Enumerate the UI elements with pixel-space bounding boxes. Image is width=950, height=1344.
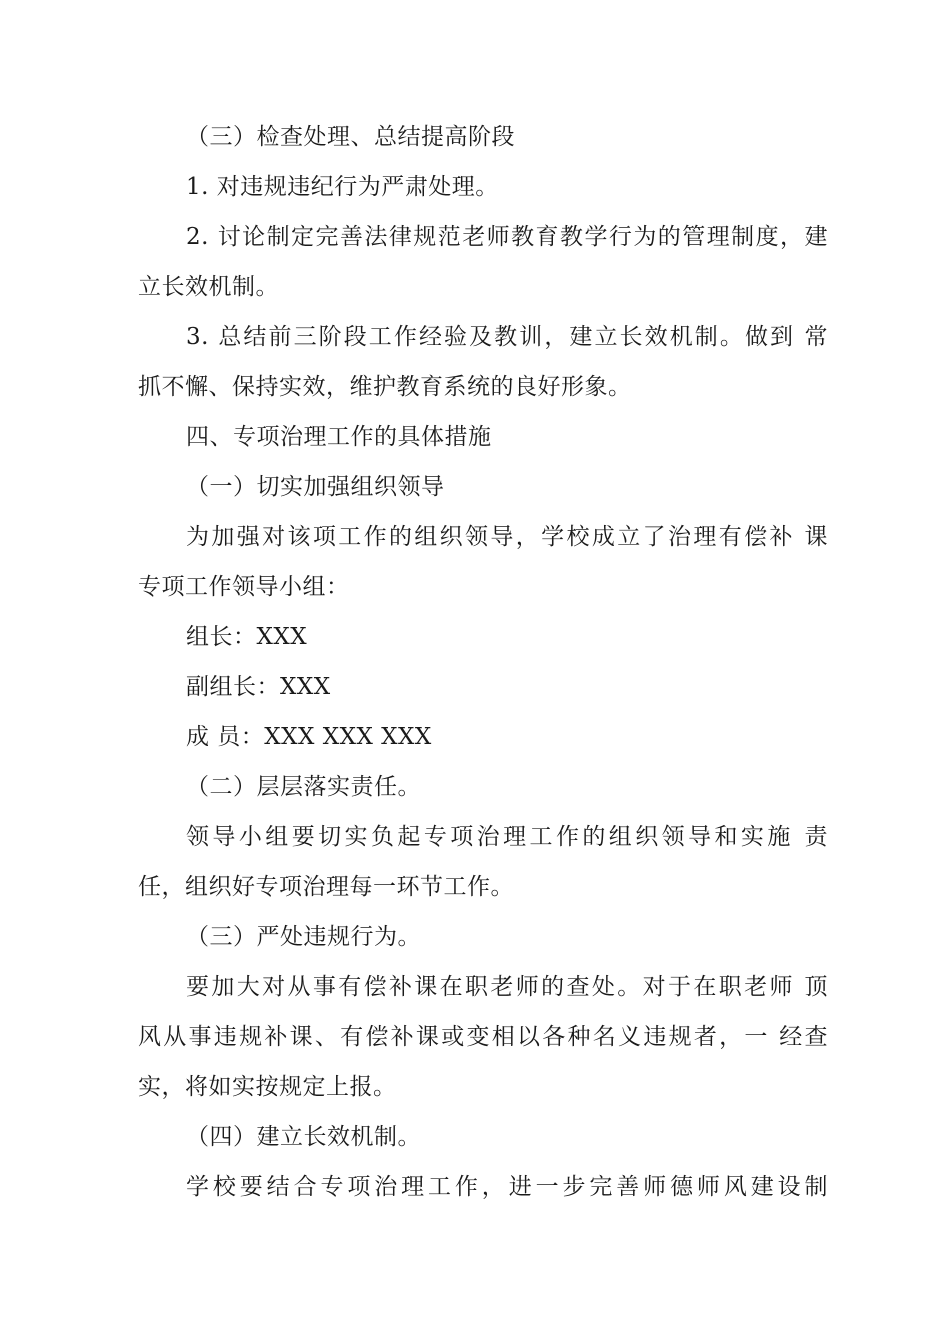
text-line: 2. 讨论制定完善法律规范老师教育教学行为的管理制度，建 (186, 224, 828, 250)
text-line: （四）建立长效机制。 (186, 1124, 421, 1150)
text-line: 3. 总结前三阶段工作经验及教训，建立长效机制。做到 常 (186, 324, 828, 350)
text-line: 任，组织好专项治理每一环节工作。 (138, 874, 514, 900)
document-page (138, 112, 828, 1212)
text-line: 组长：XXX (186, 624, 308, 650)
text-line: 成 员：XXX XXX XXX (186, 724, 432, 750)
text-line: 立长效机制。 (138, 274, 279, 300)
text-line: 学校要结合专项治理工作，进一步完善师德师风建设制 (186, 1174, 828, 1200)
text-line: 专项工作领导小组： (138, 574, 350, 600)
text-line: 1. 对违规违纪行为严肃处理。 (186, 174, 499, 200)
text-line: 风从事违规补课、有偿补课或变相以各种名义违规者，一 经查 (138, 1024, 828, 1050)
text-line: 四、专项治理工作的具体措施 (186, 424, 492, 450)
text-line: （二）层层落实责任。 (186, 774, 421, 800)
text-line: （三）检查处理、总结提高阶段 (186, 124, 515, 150)
text-line: （一）切实加强组织领导 (186, 474, 445, 500)
text-line: 为加强对该项工作的组织领导，学校成立了治理有偿补 课 (186, 524, 828, 550)
text-line: 实，将如实按规定上报。 (138, 1074, 397, 1100)
text-line: （三）严处违规行为。 (186, 924, 421, 950)
text-line: 领导小组要切实负起专项治理工作的组织领导和实施 责 (186, 824, 828, 850)
text-line: 要加大对从事有偿补课在职老师的查处。对于在职老师 顶 (186, 974, 828, 1000)
text-line: 抓不懈、保持实效，维护教育系统的良好形象。 (138, 374, 632, 400)
text-line: 副组长：XXX (186, 674, 331, 700)
